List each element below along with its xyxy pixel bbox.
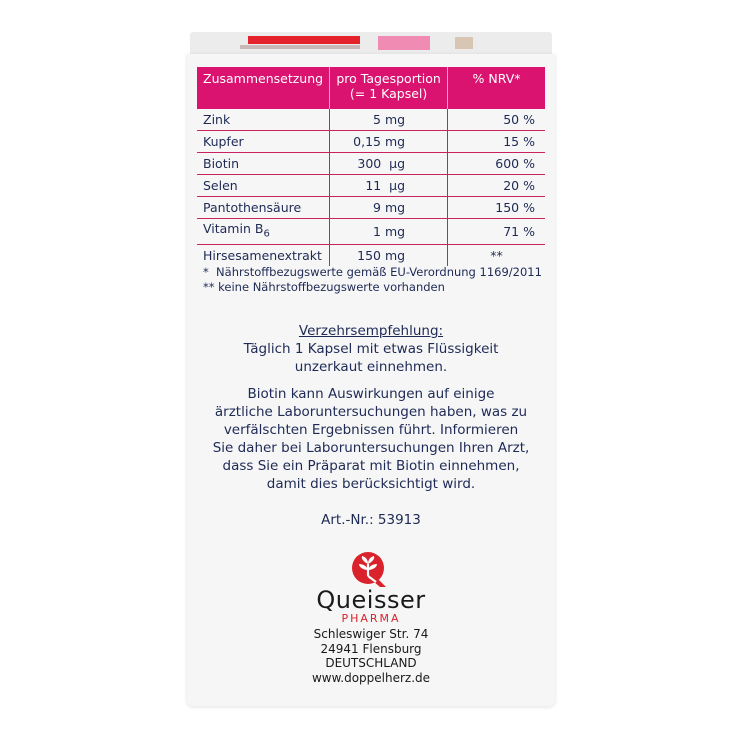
nutrient-nrv: 20 % — [448, 175, 545, 197]
footnote-no-nrv: ** keine Nährstoffbezugswerte vorhanden — [203, 280, 445, 294]
table-row — [197, 131, 545, 153]
table-row — [197, 197, 545, 219]
biotin-warning — [197, 385, 545, 493]
nutrient-name: Selen — [197, 175, 330, 197]
header-per-capsule-label: (= 1 Kapsel) — [349, 86, 428, 101]
table-row — [197, 153, 545, 175]
queisser-q-leaf-logo-icon — [349, 550, 389, 590]
header-nrv: % NRV* — [448, 67, 545, 109]
table-row — [197, 244, 545, 266]
nutrient-nrv: 71 % — [448, 219, 545, 245]
brand-subtitle: PHARMA — [341, 612, 401, 625]
nutrient-name: Biotin — [197, 153, 330, 175]
nutrient-nrv: 50 % — [448, 109, 545, 131]
table-header-row — [197, 67, 545, 109]
warning-line: dass Sie ein Präparat mit Biotin einnehmen, — [222, 458, 520, 474]
nutrient-amount: 11 µg — [330, 175, 448, 197]
address-street: Schleswiger Str. 74 — [313, 627, 429, 641]
warning-line: ärztliche Laboruntersuchungen haben, was zu — [214, 404, 528, 420]
nutrient-amount: 5 mg — [330, 109, 448, 131]
recommendation-line: Täglich 1 Kapsel mit etwas Flüssigkeit — [243, 341, 499, 357]
nutrition-table — [197, 67, 545, 266]
recommendation-line: unzerkaut einnehmen. — [294, 359, 448, 375]
nutrient-name: Kupfer — [197, 131, 330, 153]
address-country: DEUTSCHLAND — [325, 656, 417, 670]
nutrient-nrv: 15 % — [448, 131, 545, 153]
nutrient-amount: 0,15 mg — [330, 131, 448, 153]
nutrient-nrv: 150 % — [448, 197, 545, 219]
box-top-print-red — [248, 36, 360, 44]
table-row — [197, 219, 545, 245]
address-city: 24941 Flensburg — [320, 641, 422, 656]
recommendation-title: Verzehrsempfehlung: — [298, 323, 444, 339]
website: www.doppelherz.de — [311, 670, 431, 685]
warning-line: damit dies berücksichtigt wird. — [266, 476, 476, 492]
nutrient-name-subscript: 6 — [263, 228, 270, 240]
nutrient-nrv: ** — [490, 247, 503, 263]
nutrient-name: Zink — [197, 109, 330, 131]
header-per-day-label: pro Tagesportion — [336, 71, 441, 86]
header-per-day — [330, 67, 448, 109]
footnote-nrv: * Nährstoffbezugswerte gemäß EU-Verordnung 1169/2011 — [203, 265, 542, 279]
address — [197, 627, 545, 685]
nutrient-amount: 9 mg — [330, 197, 448, 219]
warning-line: verfälschten Ergebnissen führt. Informieren — [223, 422, 519, 438]
warning-line: Sie daher bei Laboruntersuchungen Ihren Arzt, — [212, 440, 530, 456]
box-top-print-beige — [455, 37, 473, 49]
nutrient-amount: 150 mg — [330, 244, 448, 266]
nutrient-amount: 300 µg — [330, 153, 448, 175]
header-composition: Zusammensetzung — [197, 67, 330, 109]
nutrient-nrv: 600 % — [448, 153, 545, 175]
nutrient-name — [197, 219, 330, 245]
box-top-print-strip — [240, 45, 360, 49]
nutrient-amount: 1 mg — [330, 219, 448, 245]
recommendation — [197, 322, 545, 376]
nutrient-name: Pantothensäure — [197, 197, 330, 219]
nutrient-name-text: Vitamin B — [203, 221, 264, 236]
table-row — [197, 175, 545, 197]
footnotes — [203, 265, 542, 295]
box-top-flap — [190, 32, 552, 54]
box-top-print-pink — [378, 36, 430, 50]
nutrient-name: Hirsesamenextrakt — [203, 247, 322, 263]
warning-line: Biotin kann Auswirkungen auf einige — [247, 386, 495, 402]
table-row — [197, 109, 545, 131]
article-number: Art.-Nr.: 53913 — [321, 512, 421, 528]
brand-name: Queisser — [316, 586, 426, 614]
